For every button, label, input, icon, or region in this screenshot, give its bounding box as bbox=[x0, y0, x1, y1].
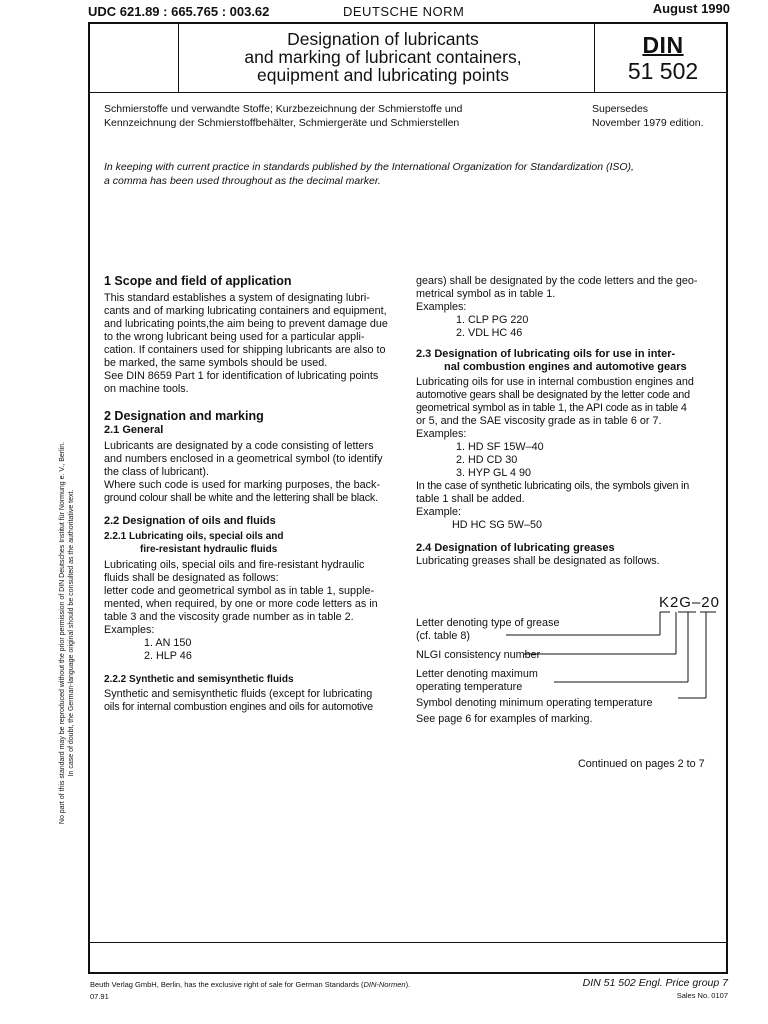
paragraph-line: mented, when required, by one or more code letters as in bbox=[104, 598, 378, 610]
german-title-line: Schmierstoffe und verwandte Stoffe; Kurzbezeichnung der Schmierstoffe und bbox=[104, 103, 463, 115]
example-item: 2. HLP 46 bbox=[144, 650, 192, 662]
iso-note-line: a comma has been used throughout as the decimal marker. bbox=[104, 175, 381, 187]
print-code: 07.91 bbox=[90, 992, 109, 1001]
side-note-line: In case of doubt, the German-language original should be consulted as the authoritative text. bbox=[68, 489, 75, 777]
title-right-divider bbox=[594, 24, 595, 92]
section-2-1-heading: 2.1 General bbox=[104, 424, 164, 436]
paragraph-line: cation. If containers used for shipping lubricants are also to bbox=[104, 344, 386, 356]
paragraph-line: gears) shall be designated by the code letters and the geo- bbox=[416, 275, 698, 287]
iso-note-line: In keeping with current practice in standards published by the International Organization for Standardization (ISO), bbox=[104, 161, 634, 173]
section-2-3-heading: nal combustion engines and automotive gears bbox=[444, 361, 687, 373]
code-label: Letter denoting maximum bbox=[416, 668, 538, 680]
paragraph-line: Lubricating greases shall be designated as follows. bbox=[416, 555, 660, 567]
publisher-text: Beuth Verlag GmbH, Berlin, has the exclusive right of sale for German Standards ( bbox=[90, 980, 364, 989]
paragraph-line: Synthetic and semisynthetic fluids (except for lubricating bbox=[104, 688, 373, 700]
footer-divider bbox=[90, 942, 726, 943]
example-item: 1. AN 150 bbox=[144, 637, 192, 649]
section-2-heading: 2 Designation and marking bbox=[104, 409, 264, 423]
section-2-2-heading: 2.2 Designation of oils and fluids bbox=[104, 515, 276, 527]
grease-code: K2G–20 bbox=[658, 594, 720, 611]
example-item: 1. HD SF 15W–40 bbox=[456, 441, 544, 453]
title-line: equipment and lubricating points bbox=[257, 65, 509, 85]
paragraph-line: or 5, and the SAE viscosity grade as in table 6 or 7. bbox=[416, 415, 662, 427]
see-page-note: See page 6 for examples of marking. bbox=[416, 713, 593, 725]
section-2-4-heading: 2.4 Designation of lubricating greases bbox=[416, 542, 615, 554]
paragraph-line: In the case of synthetic lubricating oils, the symbols given in bbox=[416, 480, 690, 492]
supersedes-line: November 1979 edition. bbox=[592, 117, 704, 129]
code-label: Symbol denoting minimum operating temperature bbox=[416, 697, 653, 709]
paragraph-line: automotive gears shall be designated by the letter code and bbox=[416, 389, 690, 401]
supersedes-note bbox=[592, 102, 724, 130]
code-label: operating temperature bbox=[416, 681, 523, 693]
sales-number: Sales No. 0107 bbox=[676, 991, 728, 1000]
side-note-line: No part of this standard may be reproduced without the prior permission of DIN Deutsches Institut für Normung e. V., Berlin. bbox=[59, 441, 66, 825]
paragraph-line: Lubricating oils, special oils and fire-resistant hydraulic bbox=[104, 559, 365, 571]
title-divider bbox=[90, 92, 726, 93]
paragraph-line: and numbers enclosed in a geometrical symbol (to identify bbox=[104, 453, 383, 465]
paragraph-line: Lubricants are designated by a code consisting of letters bbox=[104, 440, 374, 452]
paragraph-line: cants and of marking lubricating containers and equipment, bbox=[104, 305, 387, 317]
publisher-note bbox=[90, 980, 410, 1002]
title-line: Designation of lubricants bbox=[287, 29, 479, 49]
paragraph-line: Examples: bbox=[416, 301, 467, 313]
paragraph-line: to the wrong lubricant being used for a particular appli- bbox=[104, 331, 365, 343]
paragraph-line: See DIN 8659 Part 1 for identification of lubricating points bbox=[104, 370, 379, 382]
publisher-text: ). bbox=[405, 980, 411, 989]
norm-label: DEUTSCHE NORM bbox=[343, 4, 465, 19]
example-item: 2. VDL HC 46 bbox=[456, 327, 523, 339]
paragraph-line: be marked, the same symbols should be used. bbox=[104, 357, 328, 369]
continued-note: Continued on pages 2 to 7 bbox=[578, 758, 705, 770]
paragraph-line: Examples: bbox=[416, 428, 467, 440]
paragraph-line: Where such code is used for marking purposes, the back- bbox=[104, 479, 381, 491]
paragraph-line: geometrical symbol as in table 1, the API code as in table 4 bbox=[416, 402, 687, 414]
copyright-side-note bbox=[58, 264, 76, 1002]
paragraph-line: on machine tools. bbox=[104, 383, 189, 395]
publication-date: August 1990 bbox=[652, 1, 730, 16]
grease-code-labels bbox=[416, 617, 716, 726]
left-column bbox=[104, 275, 404, 714]
top-bar bbox=[88, 2, 730, 22]
supersedes-line: Supersedes bbox=[592, 103, 649, 115]
paragraph-line: fluids shall be designated as follows: bbox=[104, 572, 279, 584]
example-item: 2. HD CD 30 bbox=[456, 454, 518, 466]
iso-note bbox=[104, 160, 716, 188]
paragraph-line: table 1 shall be added. bbox=[416, 493, 525, 505]
paragraph-line: the class of lubricant). bbox=[104, 466, 210, 478]
code-label: Letter denoting type of grease bbox=[416, 617, 560, 629]
udc-code: UDC 621.89 : 665.765 : 003.62 bbox=[88, 4, 270, 19]
paragraph-line: This standard establishes a system of designating lubri- bbox=[104, 292, 370, 304]
paragraph-line: table 3 and the viscosity grade number as in table 2. bbox=[104, 611, 354, 623]
paragraph-line: Example: bbox=[416, 506, 462, 518]
example-item: 3. HYP GL 4 90 bbox=[456, 467, 532, 479]
din-number: 51 502 bbox=[627, 58, 699, 84]
din-label: DIN bbox=[642, 32, 684, 58]
publisher-text-italic: DIN-Normen bbox=[363, 980, 406, 989]
example-item: HD HC SG 5W–50 bbox=[452, 519, 542, 531]
title-line: and marking of lubricant containers, bbox=[244, 47, 522, 67]
right-column bbox=[416, 275, 718, 568]
section-2-3-heading: 2.3 Designation of lubricating oils for use in inter- bbox=[416, 348, 676, 360]
section-2-2-2-heading: 2.2.2 Synthetic and semisynthetic fluids bbox=[104, 674, 294, 685]
code-label: (cf. table 8) bbox=[416, 630, 471, 642]
section-2-2-1-heading: fire-resistant hydraulic fluids bbox=[140, 544, 278, 555]
section-2-2-1-heading: 2.2.1 Lubricating oils, special oils and bbox=[104, 531, 284, 542]
section-1-heading: 1 Scope and field of application bbox=[104, 274, 292, 288]
document-title bbox=[178, 30, 588, 84]
paragraph-line: letter code and geometrical symbol as in table 1, supple- bbox=[104, 585, 375, 597]
german-title-line: Kennzeichnung der Schmierstoffbehälter, Schmiergeräte und Schmierstellen bbox=[104, 117, 460, 129]
example-item: 1. CLP PG 220 bbox=[456, 314, 529, 326]
paragraph-line: Lubricating oils for use in internal combustion engines and bbox=[416, 376, 694, 388]
standard-reference: DIN 51 502 Engl. Price group 7 bbox=[582, 977, 728, 989]
german-title bbox=[104, 102, 574, 130]
paragraph-line: Examples: bbox=[104, 624, 155, 636]
code-label: NLGI consistency number bbox=[416, 649, 541, 661]
paragraph-line: oils for internal combustion engines and oils for automotive bbox=[104, 701, 373, 713]
paragraph-line: metrical symbol as in table 1. bbox=[416, 288, 556, 300]
paragraph-line: and lubricating points,the aim being to prevent damage due bbox=[104, 318, 388, 330]
paragraph-line: ground colour shall be white and the lettering shall be black. bbox=[104, 492, 378, 504]
